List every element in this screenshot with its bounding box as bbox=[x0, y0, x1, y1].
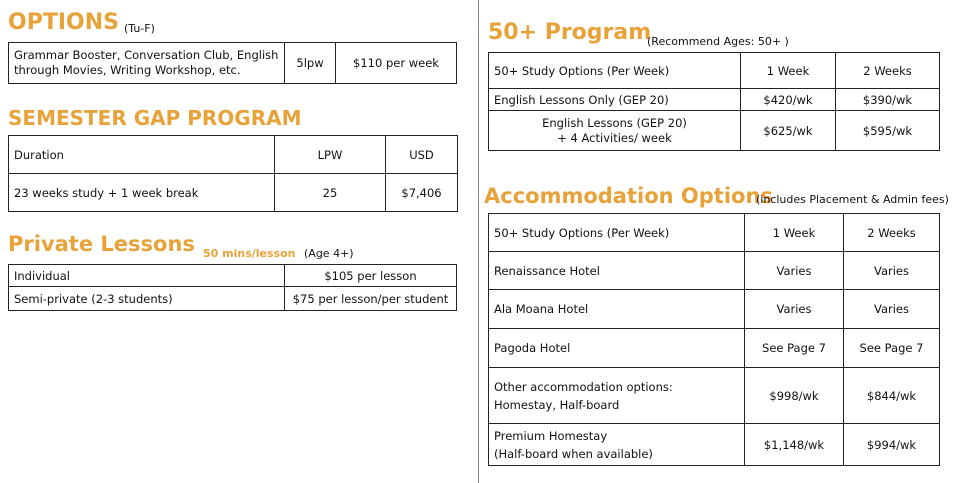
accom-title: Accommodation Options bbox=[484, 184, 773, 208]
semester-header-lpw: LPW bbox=[275, 136, 386, 174]
table-row bbox=[489, 329, 940, 368]
private-title: Private Lessons bbox=[8, 232, 195, 256]
fifty-header-option: 50+ Study Options (Per Week) bbox=[489, 53, 741, 89]
accom-alamoana-2wk: Varies bbox=[844, 290, 940, 329]
table-row bbox=[9, 43, 457, 84]
accom-premium-line2: (Half-board when available) bbox=[494, 446, 653, 461]
fifty-row2-2wk: $595/wk bbox=[836, 111, 940, 151]
fifty-row2-option bbox=[489, 111, 741, 151]
options-lpw: 5lpw bbox=[285, 43, 336, 84]
fifty-header-2wk: 2 Weeks bbox=[836, 53, 940, 89]
table-row bbox=[489, 290, 940, 329]
accom-renaissance-2wk: Varies bbox=[844, 252, 940, 290]
semester-title: SEMESTER GAP PROGRAM bbox=[8, 106, 302, 130]
accom-header-option: 50+ Study Options (Per Week) bbox=[489, 214, 745, 252]
accom-alamoana-1wk: Varies bbox=[745, 290, 844, 329]
options-subtitle: (Tu-F) bbox=[124, 22, 155, 35]
accom-subtitle: (includes Placement & Admin fees) bbox=[756, 193, 949, 206]
private-individual: Individual bbox=[9, 265, 285, 287]
table-row bbox=[489, 53, 940, 89]
accom-other-line2: Homestay, Half-board bbox=[494, 397, 620, 412]
accom-renaissance-1wk: Varies bbox=[745, 252, 844, 290]
table-row bbox=[489, 368, 940, 424]
private-table bbox=[8, 264, 457, 311]
semester-header-usd: USD bbox=[386, 136, 458, 174]
options-table bbox=[8, 42, 457, 84]
table-row bbox=[9, 287, 457, 311]
semester-header-duration: Duration bbox=[9, 136, 275, 174]
table-row bbox=[489, 424, 940, 466]
semester-usd: $7,406 bbox=[386, 174, 458, 212]
accom-premium-line1: Premium Homestay bbox=[494, 428, 608, 443]
accom-header-2wk: 2 Weeks bbox=[844, 214, 940, 252]
accom-other-2wk: $844/wk bbox=[844, 368, 940, 424]
fifty-row1-option: English Lessons Only (GEP 20) bbox=[489, 89, 741, 111]
options-price: $110 per week bbox=[336, 43, 457, 84]
accom-renaissance: Renaissance Hotel bbox=[489, 252, 745, 290]
semester-lpw: 25 bbox=[275, 174, 386, 212]
accom-other-line1: Other accommodation options: bbox=[494, 379, 673, 394]
accom-table bbox=[488, 213, 940, 466]
accom-premium-1wk: $1,148/wk bbox=[745, 424, 844, 466]
fifty-title: 50+ Program bbox=[488, 20, 652, 45]
fifty-row2-line1: English Lessons (GEP 20) bbox=[542, 115, 687, 130]
accom-other-1wk: $998/wk bbox=[745, 368, 844, 424]
private-semi-price: $75 per lesson/per student bbox=[285, 287, 457, 311]
accom-pagoda-2wk: See Page 7 bbox=[844, 329, 940, 368]
column-divider bbox=[478, 0, 479, 483]
table-row bbox=[489, 252, 940, 290]
options-title: OPTIONS bbox=[8, 10, 119, 35]
accom-premium-2wk: $994/wk bbox=[844, 424, 940, 466]
table-row bbox=[489, 214, 940, 252]
options-name: Grammar Booster, Conversation Club, English through Movies, Writing Workshop, etc. bbox=[9, 43, 285, 84]
fifty-subtitle: (Recommend Ages: 50+ ) bbox=[647, 35, 789, 48]
fifty-header-1wk: 1 Week bbox=[741, 53, 836, 89]
semester-table bbox=[8, 135, 458, 212]
private-individual-price: $105 per lesson bbox=[285, 265, 457, 287]
fifty-table bbox=[488, 52, 940, 151]
accom-alamoana: Ala Moana Hotel bbox=[489, 290, 745, 329]
table-row bbox=[9, 174, 458, 212]
private-age: (Age 4+) bbox=[304, 247, 354, 260]
fifty-row2-line2: + 4 Activities/ week bbox=[557, 130, 672, 145]
accom-other bbox=[489, 368, 745, 424]
accom-premium bbox=[489, 424, 745, 466]
accom-header-1wk: 1 Week bbox=[745, 214, 844, 252]
fifty-row1-2wk: $390/wk bbox=[836, 89, 940, 111]
accom-pagoda: Pagoda Hotel bbox=[489, 329, 745, 368]
table-row bbox=[489, 89, 940, 111]
fifty-row1-1wk: $420/wk bbox=[741, 89, 836, 111]
fifty-row2-1wk: $625/wk bbox=[741, 111, 836, 151]
accom-pagoda-1wk: See Page 7 bbox=[745, 329, 844, 368]
table-row bbox=[9, 136, 458, 174]
private-semi: Semi-private (2-3 students) bbox=[9, 287, 285, 311]
private-note: 50 mins/lesson bbox=[203, 247, 296, 260]
semester-duration: 23 weeks study + 1 week break bbox=[9, 174, 275, 212]
table-row bbox=[9, 265, 457, 287]
table-row bbox=[489, 111, 940, 151]
